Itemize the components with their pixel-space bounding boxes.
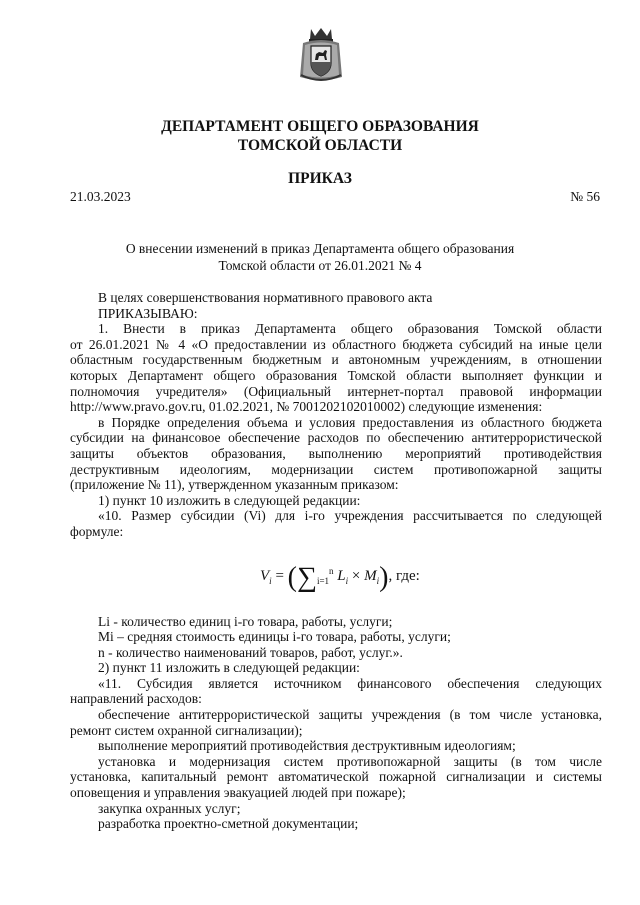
text-line: закупка охранных услуг; <box>98 800 241 816</box>
formula-where: , где: <box>388 567 420 584</box>
order-subject <box>0 240 640 274</box>
order-number: № 56 <box>570 189 600 204</box>
text-line: «10. Размер субсидии (Vi) для i-го учреждения рассчитывается по следующей <box>98 508 602 524</box>
text-line: формуле: <box>70 523 124 539</box>
subject-line-1: О внесении изменений в приказ Департамента общего образования <box>125 241 515 256</box>
subsidy-formula: $V_i = (\sum_{i=1}^n$ $L_i \times M_i$), где: <box>260 561 420 593</box>
order-date: 21.03.2023 <box>70 189 131 204</box>
text-line: (приложение № 11), утвержденном указанным приказом: <box>70 477 399 493</box>
text-line: 1. Внести в приказ Департамента общего образования Томской области <box>98 321 602 337</box>
text-line: В целях совершенствования нормативного правового акта <box>98 290 433 305</box>
text-line: установка и модернизация систем противопожарной защиты (в том числе <box>98 753 602 769</box>
text-line: установка, капитальный ремонт автоматической пожарной сигнализации и системы <box>70 769 602 785</box>
text-line: разработка проектно-сметной документации; <box>98 816 359 832</box>
dept-line-1: ДЕПАРТАМЕНТ ОБЩЕГО ОБРАЗОВАНИЯ <box>161 118 479 135</box>
text-line: «11. Субсидия является источником финансового обеспечения следующих <box>98 675 602 691</box>
text-line: в Порядке определения объема и условия предоставления из областного бюджета <box>98 414 602 430</box>
department-name <box>0 117 640 155</box>
text-line: от 26.01.2021 № 4 «О предоставлении из областного бюджета субсидий на иные цели <box>70 336 602 352</box>
coat-of-arms-icon <box>299 27 343 83</box>
text-line: обеспечение антитеррористической защиты учреждения (в том числе установка, <box>98 707 602 723</box>
text-line: выполнение мероприятий противодействия деструктивным идеологиям; <box>98 738 516 754</box>
text-line: 1) пункт 10 изложить в следующей редакции: <box>98 492 361 508</box>
order-body <box>70 290 602 832</box>
text-line: направлений расходов: <box>70 691 202 707</box>
text-line: ПРИКАЗЫВАЮ: <box>98 305 198 321</box>
text-line: n - количество наименований товаров, работ, услуг.». <box>98 644 403 660</box>
text-line: http://www.pravo.gov.ru, 01.02.2021, № 7001202102010002) следующие изменения: <box>70 399 543 415</box>
text-line: полномочия учредителя» (Официальный интернет-портал правовой информации <box>70 383 602 399</box>
text-line: Mi – средняя стоимость единицы i-го товара, работы, услуги; <box>98 629 451 645</box>
subject-line-2: Томской области от 26.01.2021 № 4 <box>218 258 422 273</box>
text-line: которых Департамент общего образования Томской области выполняет функции и <box>70 367 602 383</box>
dept-line-2: ТОМСКОЙ ОБЛАСТИ <box>237 137 403 154</box>
text-line: областным государственным бюджетным и автономным учреждениям, в отношении <box>70 352 602 368</box>
text-line: субсидии на финансовое обеспечение расходов по обеспечению антитеррористической <box>70 430 602 446</box>
text-line: оповещения и управления эвакуацией людей при пожаре); <box>70 785 406 801</box>
text-line: деструктивным идеологиям, модернизации систем противопожарной защиты <box>70 461 602 477</box>
text-line: Li - количество единиц i-го товара, работы, услуги; <box>98 613 393 629</box>
order-title: ПРИКАЗ <box>288 170 352 187</box>
text-line: защиты объектов образования, выполнению мероприятий противодействия <box>70 445 602 461</box>
text-line: ремонт систем охранной сигнализации); <box>70 722 303 738</box>
text-line: 2) пункт 11 изложить в следующей редакции: <box>98 660 360 676</box>
